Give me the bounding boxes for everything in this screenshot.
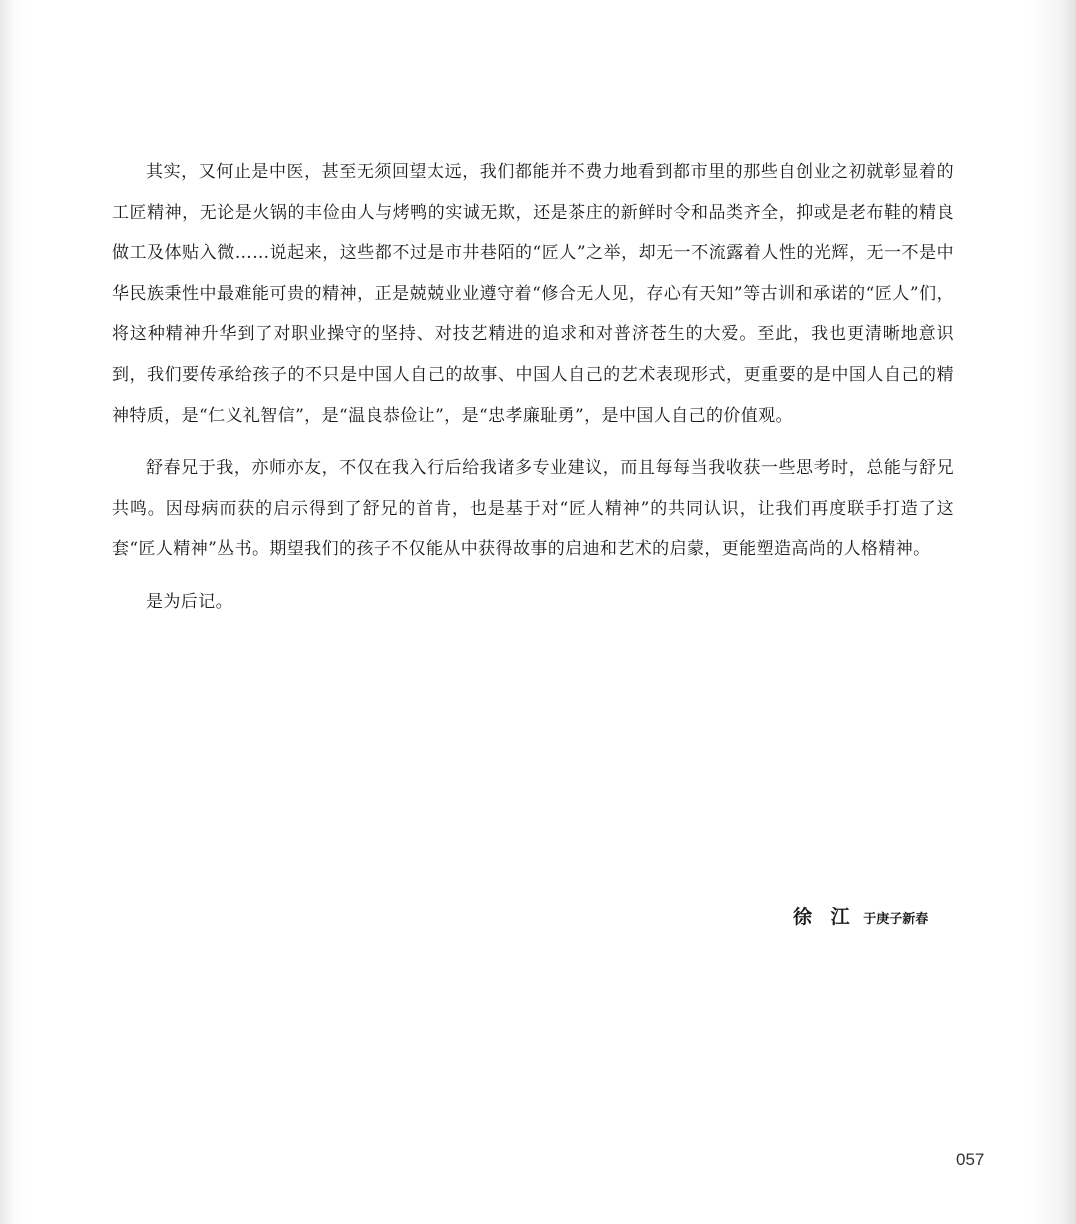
paragraph-closing: 是为后记。 <box>146 591 233 612</box>
page-number: 057 <box>956 1150 985 1169</box>
author-name: 徐 江 <box>793 906 856 928</box>
paragraph-craftsman-spirit: 其实，又何止是中医，甚至无须回望太远，我们都能并不费力地看到都市里的那些自创业之初就彰显着的工匠精神，无论是火锅的丰俭由人与烤鸭的实诚无欺，还是茶庄的新鲜时令和品类齐全，抑或是老布鞋的精良做工及体贴入微……说起来，这些都不过是市井巷陌的“匠人”之举，却无一不流露着人性的光辉，无一不是中华民族秉性中最难能可贵的精神，正是兢兢业业遵守着“修合无人见，存心有天知”等古训和承诺的“匠人”们，将这种精神升华到了对职业操守的坚持、对技艺精进的追求和对普济苍生的大爱。至此，我也更清晰地意识到，我们要传承给孩子的不只是中国人自己的故事、中国人自己的艺术表现形式，更重要的是中国人自己的精神特质，是“仁义礼智信”，是“温良恭俭让”，是“忠孝廉耻勇”，是中国人自己的价值观。 <box>112 162 954 426</box>
author-signature <box>793 902 928 929</box>
paragraph-brother-shu: 舒春兄于我，亦师亦友，不仅在我入行后给我诸多专业建议，而且每每当我收获一些思考时，总能与舒兄共鸣。因母病而获的启示得到了舒兄的首肯，也是基于对“匠人精神”的共同认识，让我们再度联手打造了这套“匠人精神”丛书。期望我们的孩子不仅能从中获得故事的启迪和艺术的启蒙，更能塑造高尚的人格精神。 <box>112 458 954 560</box>
afterword-body <box>112 152 954 623</box>
signature-date: 于庚子新春 <box>863 912 929 927</box>
